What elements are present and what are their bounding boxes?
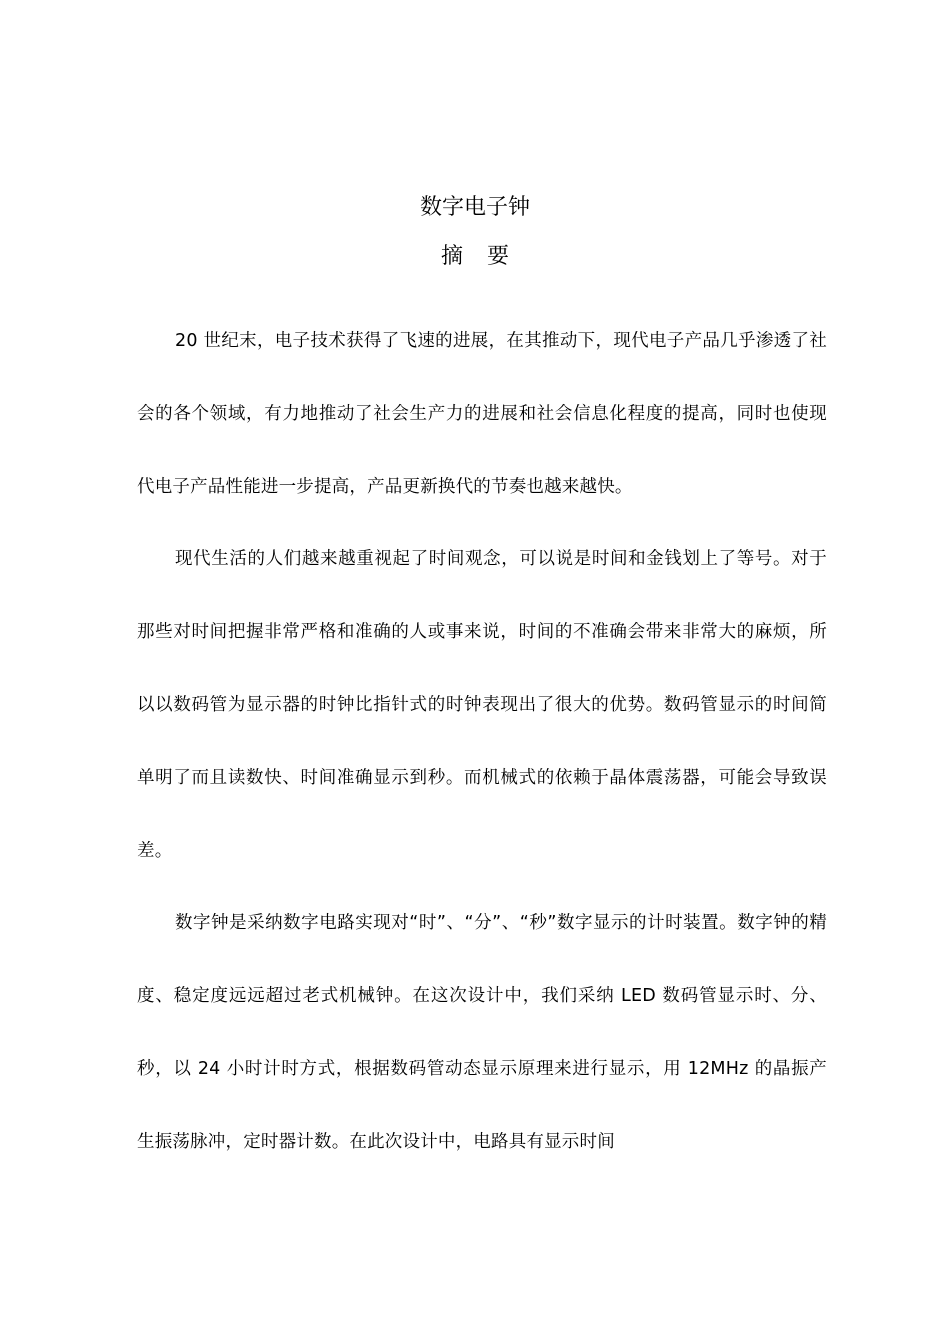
abstract-heading: 摘要: [440, 244, 533, 269]
paragraph-1: 20 世纪末，电子技术获得了飞速的进展，在其推动下，现代电子产品几乎渗透了社会的各个领域，有力地推动了社会生产力的进展和社会信息化程度的提高，同时也使现代电子产品性能进一步提高，产品更新换代的节奏也越来越快。: [137, 331, 827, 497]
abstract-body: [137, 305, 827, 1179]
document-title: 数字电子钟: [419, 195, 530, 220]
paragraph-2: 现代生活的人们越来越重视起了时间观念，可以说是时间和金钱划上了等号。对于那些对时间把握非常严格和准确的人或事来说，时间的不准确会带来非常大的麻烦，所以以数码管为显示器的时钟比指针式的时钟表现出了很大的优势。数码管显示的时间简单明了而且读数快、时间准确显示到秒。而机械式的依赖于晶体震荡器，可能会导致误差。: [137, 549, 827, 861]
paragraph-3: 数字钟是采纳数字电路实现对“时”、“分”、“秒”数字显示的计时装置。数字钟的精度、稳定度远远超过老式机械钟。在这次设计中，我们采纳 LED 数码管显示时、分、秒，以 24 小时计时方式，根据数码管动态显示原理来进行显示，用 12MHz 的晶振产生振荡脉冲，定时器计数。在此次设计中，电路具有显示时间: [137, 913, 827, 1152]
